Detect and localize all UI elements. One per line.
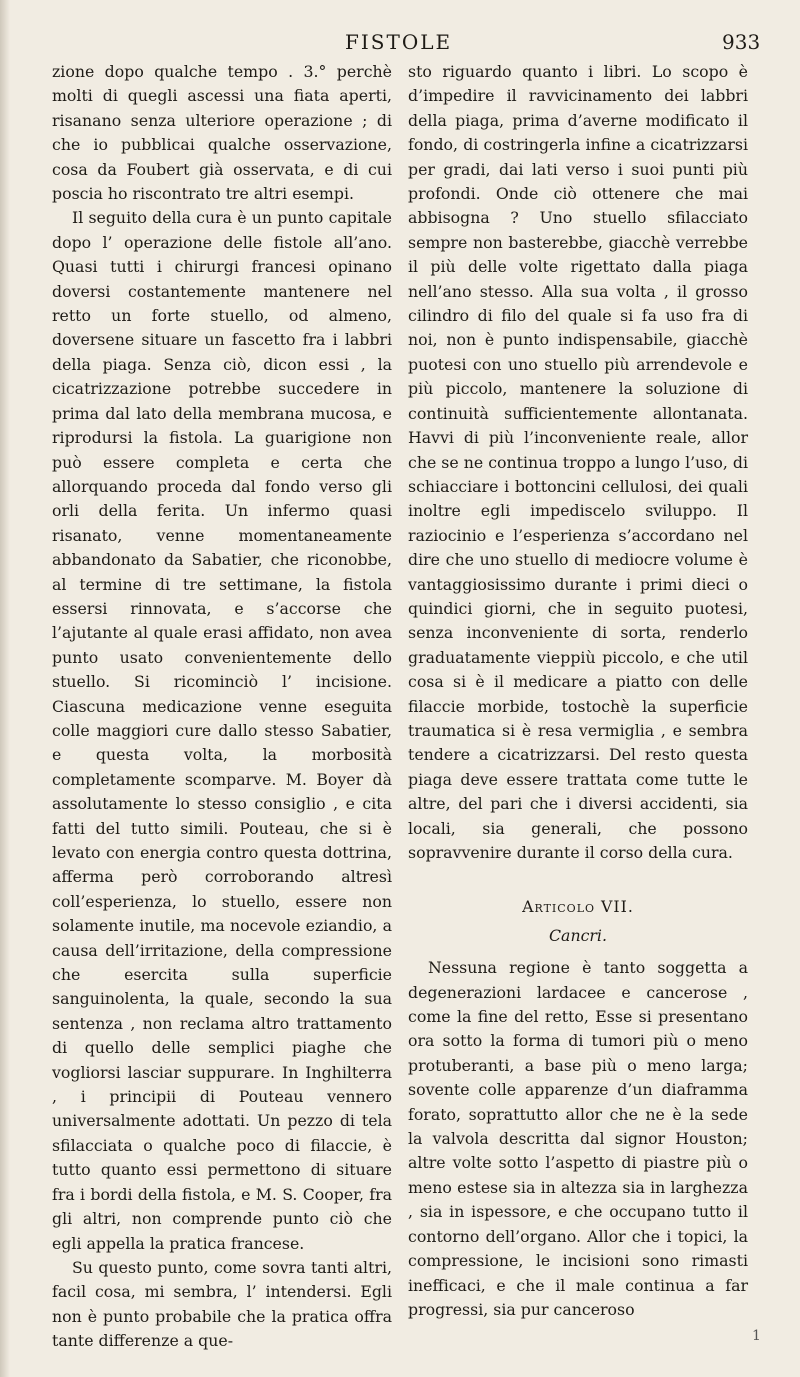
- paragraph: sto riguardo quanto i libri. Lo scopo è d’impedire il ravvicinamento dei labbri della piaga, prima d’averne modificato il fondo, di costringerla infine a cicatrizzarsi per gradi, dai lati verso i suoi punti più profondi. Onde ciò ottenere che mai abbisogna ? Uno stuello sfilacciato sempre non basterebbe, giacchè verrebbe il più delle volte rigettato dalla piaga nell’ano stesso. Alla sua volta , il grosso cilindro di filo del quale si fa uso fra di noi, non è punto indispensabile, giacchè puotesi con uno stuello più arrendevole e più piccolo, mantenere la soluzione di continuità sufficientemente allontanata. Havvi di più l’inconveniente reale, allor che se ne continua troppo a lungo l’uso, di schiacciare i bottoncini cellulosi, dei quali inoltre egli impediscelo sviluppo. Il raziocinio e l’esperienza s’accordano nel dire che uno stuello di mediocre volume è vantaggiosissimo durante i primi dieci o quindici giorni, che in seguito puotesi, senza inconveniente di sorta, renderlo graduatamente vieppiù piccolo, e che util cosa si è il medicare a piatto con delle filaccie morbide, tostochè la superficie traumatica si è resa vermiglia , e sembra tendere a cicatrizzarsi. Del resto questa piaga deve essere trattata come tutte le altre, del pari che i diversi accidenti, sia locali, sia generali, che possono sopravvenire durante il corso della cura.: [408, 62, 748, 862]
- page-mark: 1: [752, 1328, 761, 1344]
- right-column: [408, 60, 748, 1322]
- paragraph: Nessuna regione è tanto soggetta a degenerazioni lardacee e cancerose , come la fine del retto, Esse si presentano ora sotto la forma di tumori più o meno protuberanti, a base più o meno larga; sovente colle apparenze d’un diaframma forato, soprattutto allor che ne è la sede la valvola descritta dal signor Houston; altre volte sotto l’aspetto di piastre più o meno estese sia in altezza sia in larghezza , sia in ispessore, e che occupano tutto il contorno dell’organo. Allor che i topici, la compressione, le incisioni sono rimasti inefficaci, e che il male continua a far progressi, sia pur canceroso: [408, 958, 748, 1319]
- left-column: [52, 60, 392, 1354]
- running-head: [0, 30, 800, 58]
- paragraph: zione dopo qualche tempo . 3.° perchè molti di quegli ascessi una fiata aperti, risanano senza ulteriore operazione ; di che io pubblicai qualche osservazione, cosa da Foubert già osservata, e di cui poscia ho riscontrato tre altri esempi.: [52, 62, 392, 204]
- running-title: FISTOLE: [345, 30, 453, 54]
- binding-shadow: [0, 0, 10, 1377]
- section-title: Cancri.: [549, 925, 607, 945]
- page-number: 933: [722, 30, 761, 54]
- paragraph: Il seguito della cura è un punto capitale dopo l’ operazione delle fistole all’ano. Quasi tutti i chirurgi francesi opinano doversi costantemente mantenere nel retto un forte stuello, od almeno, doversene situare un fascetto fra i labbri della piaga. Senza ciò, dicon essi , la cicatrizzazione potrebbe succedere in prima dal lato della membrana mucosa, e riprodursi la fistola. La guarigione non può essere completa e certa che allorquando proceda dal fondo verso gli orli della ferita. Un infermo quasi risanato, venne momentaneamente abbandonato da Sabatier, che riconobbe, al termine di tre settimane, la fistola essersi rinnovata, e s’accorse che l’ajutante al quale erasi affidato, non avea punto usato convenientemente dello stuello. Si ricominciò l’ incisione. Ciascuna medicazione venne eseguita colle maggiori cure dallo stesso Sabatier, e questa volta, la morbosità completamente scomparve. M. Boyer dà assolutamente lo stesso consiglio , e cita fatti del tutto simili. Pouteau, che si è levato con energia contro questa dottrina, afferma però corroborando altresì coll’esperienza, lo stuello, essere non solamente inutile, ma nocevole eziandio, a causa dell’irritazione, della compressione che esercita sulla superficie sanguinolenta, la quale, secondo la sua sentenza , non reclama altro trattamento di quello delle semplici piaghe che vogliorsi lasciar suppurare. In Inghilterra , i principii di Pouteau vennero universalmente adottati. Un pezzo di tela sfilacciata o qualche poco di filaccie, è tutto quanto essi permettono di situare fra i bordi della fistola, e M. S. Cooper, fra gli altri, non comprende punto ciò che egli appella la pratica francese.: [52, 208, 392, 1253]
- article-heading: Articolo VII.: [522, 897, 634, 917]
- paragraph: Su questo punto, come sovra tanti altri, facil cosa, mi sembra, l’ intendersi. Egli non è punto probabile che la pratica offra tante differenze a que-: [52, 1257, 392, 1351]
